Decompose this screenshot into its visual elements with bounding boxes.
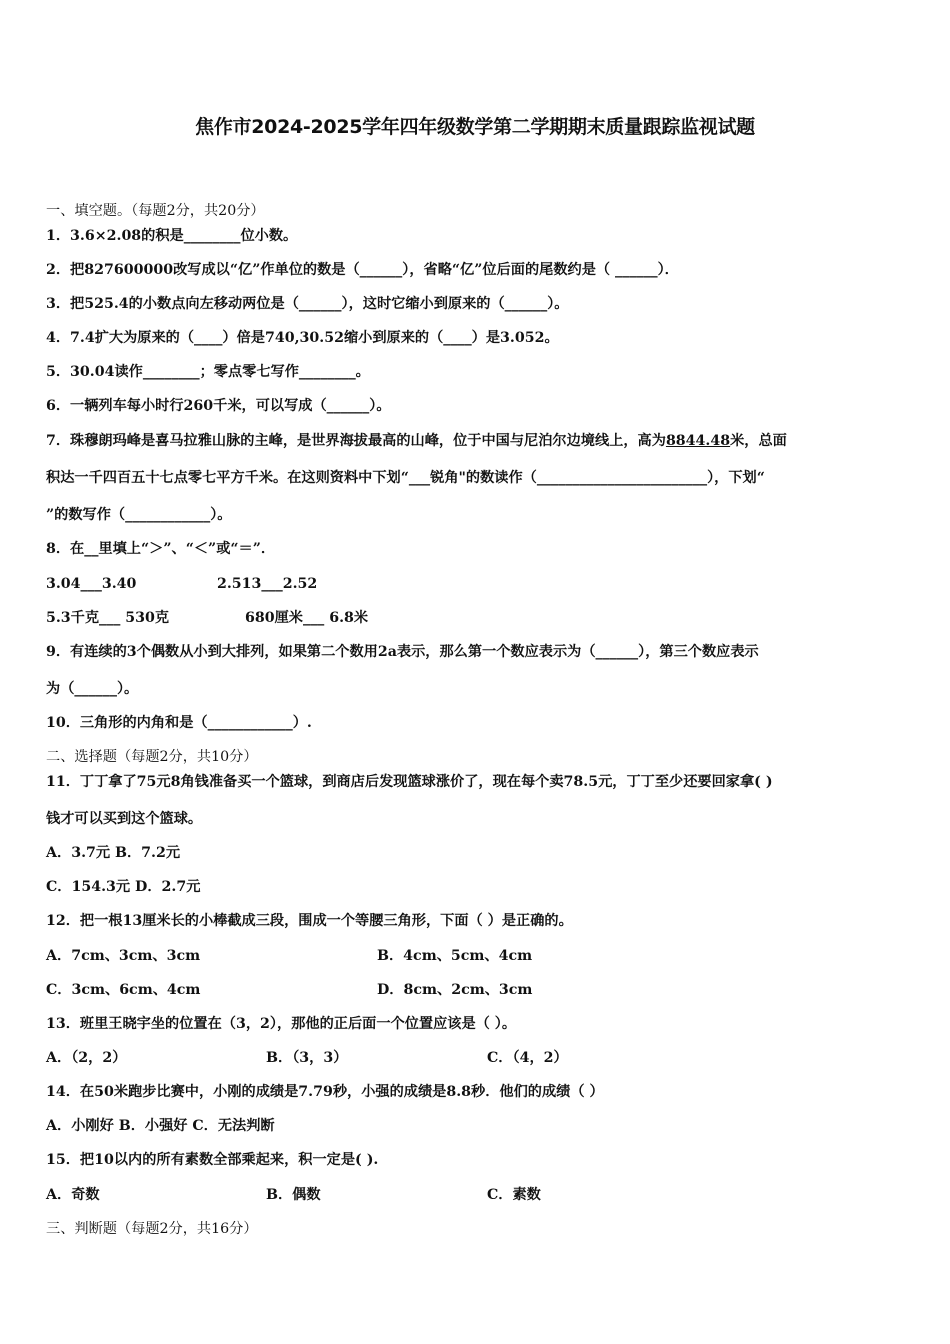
question-7-line-3: ”的数写作（____________）。: [46, 507, 232, 523]
question-11-options-row-1: A．3.7元 B．7.2元: [46, 845, 181, 861]
question-13: 13．班里王晓宇坐的位置在（3，2），那他的正后面一个位置应该是（ ）。: [46, 1016, 517, 1032]
page-title: 焦作市2024-2025学年四年级数学第二学期期末质量跟踪监视试题: [195, 116, 755, 138]
question-15-option-b: B．偶数: [266, 1187, 321, 1203]
question-13-option-b: B．（3，3）: [266, 1050, 348, 1066]
question-13-option-c: C．（4，2）: [487, 1050, 568, 1066]
question-11-line-1: 11．丁丁拿了75元8角钱准备买一个篮球，到商店后发现篮球涨价了，现在每个卖78.5元，丁丁至少还要回家拿( ): [46, 774, 773, 790]
question-14: 14．在50米跑步比赛中，小刚的成绩是7.79秒，小强的成绩是8.8秒．他们的成绩（ ）: [46, 1084, 604, 1100]
question-8-item-4: 680厘米___ 6.8米: [245, 610, 369, 626]
question-11-line-2: 钱才可以买到这个篮球。: [46, 811, 203, 827]
question-12-option-b: B．4cm、5cm、4cm: [377, 948, 533, 964]
question-14-options: A．小刚好 B．小强好 C．无法判断: [46, 1118, 275, 1134]
question-7-line-2: 积达一千四百五十七点零七平方千米。在这则资料中下划“___锐角"的数读作（________________________），下划“: [46, 470, 765, 486]
section-header-judgement: 三、判断题（每题2分，共16分）: [46, 1221, 258, 1237]
question-15-option-c: C．素数: [487, 1187, 541, 1203]
question-4: 4．7.4扩大为原来的（____）倍是740,30.52缩小到原来的（____）是3.052。: [46, 330, 559, 346]
question-9-line-1: 9．有连续的3个偶数从小到大排列，如果第二个数用2a表示，那么第一个数应表示为（______），第三个数应表示: [46, 644, 759, 660]
question-12-option-d: D．8cm、2cm、3cm: [377, 982, 533, 998]
question-7-text-end: 米，总面: [730, 433, 787, 449]
question-7-line-1: [46, 431, 787, 451]
question-8-item-1: 3.04___3.40: [46, 576, 137, 592]
question-1: 1．3.6×2.08的积是________位小数。: [46, 228, 298, 244]
question-8-item-2: 2.513___2.52: [217, 576, 318, 592]
question-6: 6．一辆列车每小时行260千米，可以写成（______）。: [46, 398, 391, 414]
question-3: 3．把525.4的小数点向左移动两位是（______），这时它缩小到原来的（______）。: [46, 296, 569, 312]
section-header-fill-blank: 一、填空题。（每题2分，共20分）: [46, 203, 265, 219]
question-7-underlined-number: 8844.48: [665, 433, 731, 449]
question-8-item-3: 5.3千克___ 530克: [46, 610, 170, 626]
question-15-option-a: A．奇数: [46, 1187, 100, 1203]
question-11-options-row-2: C．154.3元 D．2.7元: [46, 879, 201, 895]
question-9-line-2: 为（______）。: [46, 681, 139, 697]
question-8: 8．在__里填上“＞”、“＜”或“＝”．: [46, 541, 276, 557]
question-7-text-start: 7．珠穆朗玛峰是喜马拉雅山脉的主峰，是世界海拔最高的山峰，位于中国与尼泊尔边境线上，高为: [46, 433, 666, 449]
question-13-option-a: A．（2，2）: [46, 1050, 127, 1066]
question-5: 5．30.04读作________；零点零七写作________。: [46, 364, 370, 380]
question-15: 15．把10以内的所有素数全部乘起来，积一定是( ).: [46, 1152, 379, 1168]
question-12-option-a: A．7cm、3cm、3cm: [46, 948, 201, 964]
question-2: 2．把827600000改写成以“亿”作单位的数是（______），省略“亿”位后面的尾数约是（ ______）．: [46, 262, 679, 278]
question-12-option-c: C．3cm、6cm、4cm: [46, 982, 201, 998]
section-header-choice: 二、选择题（每题2分，共10分）: [46, 749, 258, 765]
question-10: 10．三角形的内角和是（____________）.: [46, 715, 312, 731]
question-12: 12．把一根13厘米长的小棒截成三段，围成一个等腰三角形，下面（ ）是正确的。: [46, 913, 573, 929]
